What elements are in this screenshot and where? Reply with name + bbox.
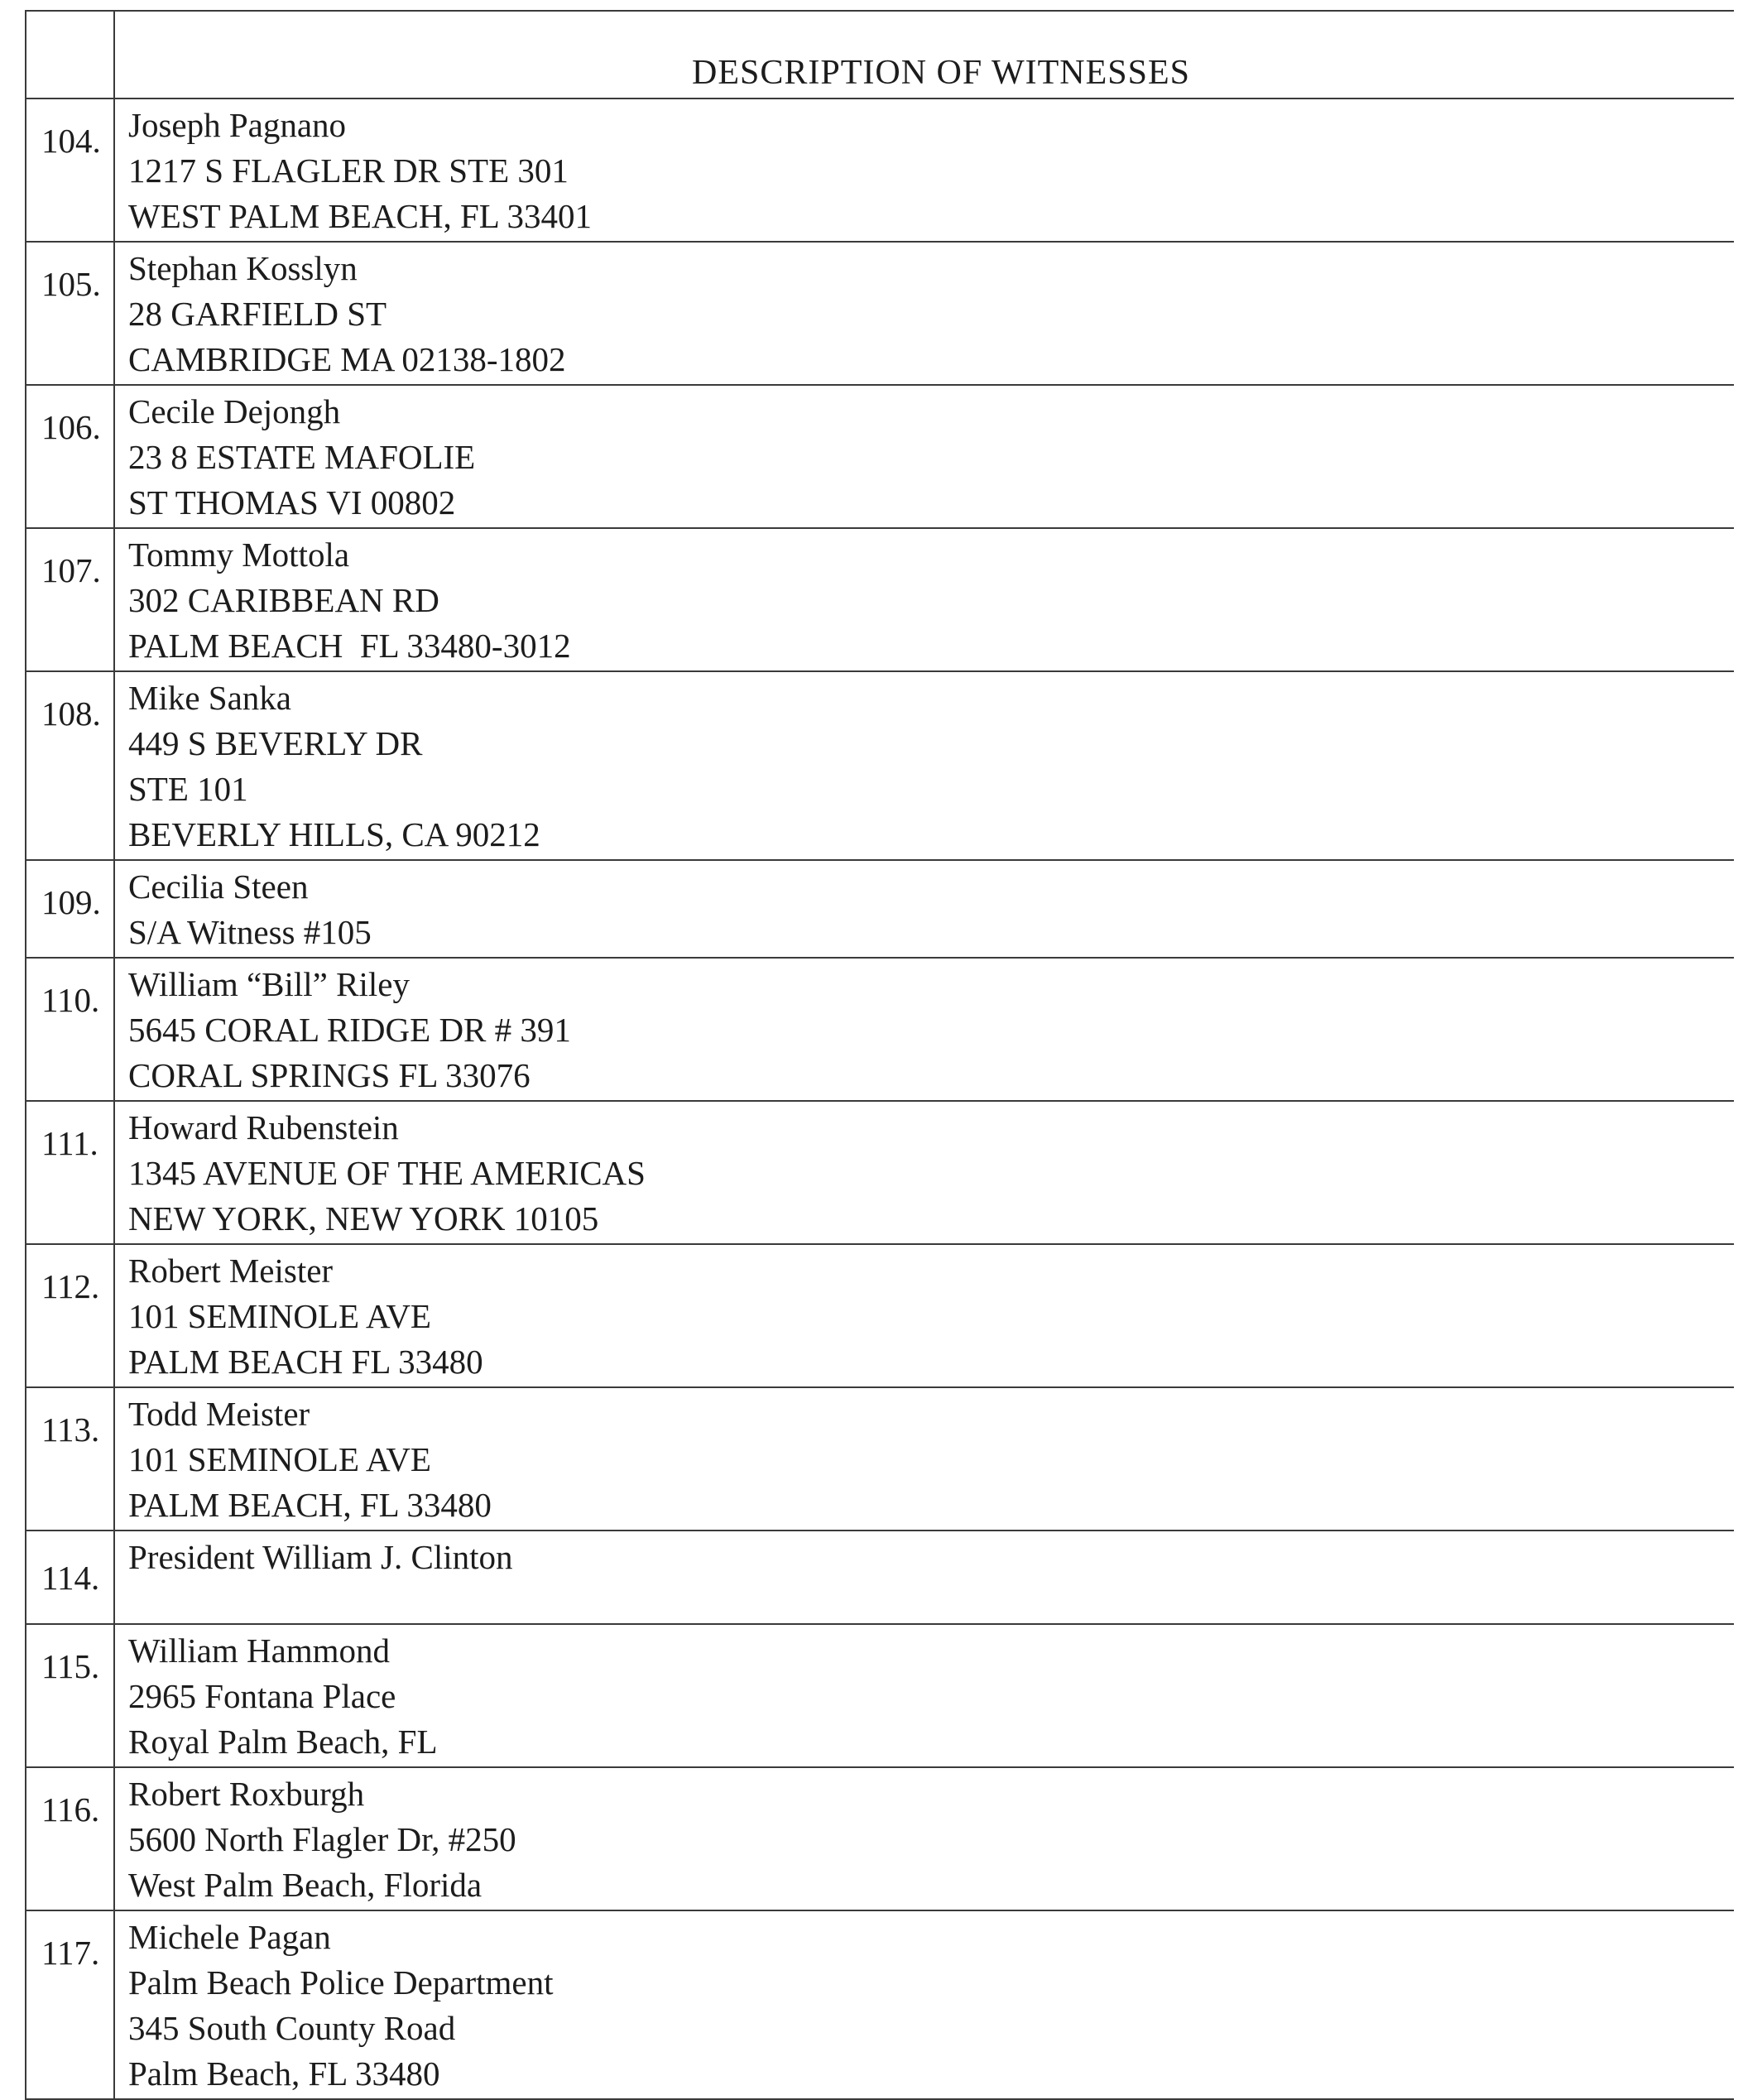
witness-description-cell <box>114 528 1734 671</box>
witness-address-line: Palm Beach Police Department <box>128 1963 554 2001</box>
witness-name: Cecilia Steen <box>128 867 309 906</box>
witness-number-cell <box>26 99 114 242</box>
witness-address-line: 1345 AVENUE OF THE AMERICAS <box>128 1154 646 1192</box>
witness-description-cell <box>114 860 1734 958</box>
witness-number: 106. <box>41 408 101 446</box>
witness-details <box>115 672 1734 859</box>
witness-address-line: 101 SEMINOLE AVE <box>128 1297 431 1335</box>
witness-row <box>26 99 1734 242</box>
witness-number-cell <box>26 860 114 958</box>
witness-row <box>26 1767 1734 1910</box>
witness-row <box>26 242 1734 385</box>
witness-details <box>115 529 1734 670</box>
witness-details <box>115 1388 1734 1530</box>
witness-description-cell <box>114 1767 1734 1910</box>
witness-row <box>26 1387 1734 1531</box>
description-header-cell <box>114 11 1734 99</box>
witness-number-cell <box>26 671 114 860</box>
witness-number: 111. <box>41 1124 98 1162</box>
witness-address-line: 28 GARFIELD ST <box>128 295 387 333</box>
witness-number-cell <box>26 385 114 528</box>
witness-details <box>115 1102 1734 1243</box>
witness-number: 105. <box>41 265 101 303</box>
witness-description-cell <box>114 1910 1734 2099</box>
witness-number: 117. <box>41 1934 100 1972</box>
witness-number-cell <box>26 528 114 671</box>
witness-address-line: WEST PALM BEACH, FL 33401 <box>128 197 593 235</box>
witness-number: 110. <box>41 981 100 1019</box>
witness-details <box>115 1625 1734 1766</box>
witness-details <box>115 386 1734 527</box>
witness-number-cell <box>26 1387 114 1531</box>
witness-address-line: PALM BEACH, FL 33480 <box>128 1486 492 1524</box>
witness-address-line: 5645 CORAL RIDGE DR # 391 <box>128 1011 571 1049</box>
witness-number-cell <box>26 1101 114 1244</box>
witness-number-cell <box>26 1767 114 1910</box>
table-title: DESCRIPTION OF WITNESSES <box>692 54 1190 92</box>
witness-number: 115. <box>41 1647 100 1685</box>
witness-details <box>115 243 1734 384</box>
witness-address-line: Palm Beach, FL 33480 <box>128 2054 440 2093</box>
witness-row <box>26 958 1734 1101</box>
witness-name: Robert Roxburgh <box>128 1775 365 1813</box>
number-header-cell <box>26 11 114 99</box>
witness-details <box>115 1768 1734 1910</box>
witness-address-line: PALM BEACH FL 33480-3012 <box>128 627 571 665</box>
witness-number-cell <box>26 242 114 385</box>
witness-details <box>115 99 1734 241</box>
witness-row <box>26 1910 1734 2099</box>
witness-description-cell <box>114 1244 1734 1387</box>
witness-number: 107. <box>41 551 101 589</box>
witness-name: Stephan Kosslyn <box>128 249 358 287</box>
witness-name: Robert Meister <box>128 1252 334 1290</box>
witness-address-line: NEW YORK, NEW YORK 10105 <box>128 1199 599 1237</box>
witness-address-line: CAMBRIDGE MA 02138-1802 <box>128 340 566 378</box>
witness-number: 112. <box>41 1267 100 1305</box>
witness-name: William Hammond <box>128 1631 391 1670</box>
witness-description-cell <box>114 385 1734 528</box>
witness-number-cell <box>26 1531 114 1624</box>
witness-number: 108. <box>41 694 101 733</box>
witness-address-line: CORAL SPRINGS FL 33076 <box>128 1056 531 1094</box>
witness-number: 109. <box>41 883 101 921</box>
witness-row <box>26 671 1734 860</box>
witness-number: 114. <box>41 1559 100 1597</box>
witness-number-cell <box>26 1910 114 2099</box>
witness-row <box>26 860 1734 958</box>
witness-address-line: S/A Witness #105 <box>128 913 372 951</box>
witness-name: Cecile Dejongh <box>128 392 341 430</box>
witness-description-cell <box>114 1101 1734 1244</box>
witness-number: 113. <box>41 1410 100 1449</box>
witness-address-line: STE 101 <box>128 770 248 808</box>
witness-name: William “Bill” Riley <box>128 965 410 1003</box>
witness-address-line: 302 CARIBBEAN RD <box>128 581 439 619</box>
witness-name: Michele Pagan <box>128 1918 331 1956</box>
witness-table <box>25 10 1734 2100</box>
witness-address-line: West Palm Beach, Florida <box>128 1866 483 1904</box>
witness-table-body <box>26 11 1734 2099</box>
witness-description-cell <box>114 99 1734 242</box>
witness-address-line: 2965 Fontana Place <box>128 1677 396 1715</box>
witness-row <box>26 385 1734 528</box>
witness-number-cell <box>26 1244 114 1387</box>
witness-details <box>115 861 1734 957</box>
table-header-row <box>26 11 1734 99</box>
witness-address-line: PALM BEACH FL 33480 <box>128 1343 483 1381</box>
witness-name: Todd Meister <box>128 1395 310 1433</box>
witness-name: Mike Sanka <box>128 679 291 717</box>
witness-row <box>26 528 1734 671</box>
witness-name: Tommy Mottola <box>128 536 350 574</box>
witness-description-cell <box>114 1387 1734 1531</box>
witness-number-cell <box>26 1624 114 1767</box>
witness-name: President William J. Clinton <box>128 1538 513 1576</box>
witness-row <box>26 1531 1734 1624</box>
witness-description-cell <box>114 958 1734 1101</box>
witness-name: Joseph Pagnano <box>128 106 347 144</box>
witness-description-cell <box>114 1624 1734 1767</box>
witness-details <box>115 959 1734 1100</box>
witness-number: 104. <box>41 122 101 160</box>
witness-details <box>115 1245 1734 1386</box>
witness-address-line: 345 South County Road <box>128 2009 456 2047</box>
witness-address-line: 5600 North Flagler Dr, #250 <box>128 1820 516 1858</box>
witness-address-line: 449 S BEVERLY DR <box>128 724 423 762</box>
witness-details <box>115 1531 1734 1582</box>
witness-row <box>26 1244 1734 1387</box>
witness-row <box>26 1624 1734 1767</box>
witness-name: Howard Rubenstein <box>128 1108 399 1146</box>
witness-address-line: 23 8 ESTATE MAFOLIE <box>128 438 476 476</box>
witness-description-cell <box>114 671 1734 860</box>
witness-address-line: ST THOMAS VI 00802 <box>128 483 456 521</box>
witness-description-cell <box>114 242 1734 385</box>
witness-details <box>115 1911 1734 2098</box>
witness-number-cell <box>26 958 114 1101</box>
witness-address-line: 101 SEMINOLE AVE <box>128 1440 431 1478</box>
witness-address-line: BEVERLY HILLS, CA 90212 <box>128 815 540 853</box>
witness-row <box>26 1101 1734 1244</box>
witness-address-line: Royal Palm Beach, FL <box>128 1723 438 1761</box>
witness-number: 116. <box>41 1790 100 1828</box>
witness-description-cell <box>114 1531 1734 1624</box>
witness-address-line: 1217 S FLAGLER DR STE 301 <box>128 151 569 190</box>
